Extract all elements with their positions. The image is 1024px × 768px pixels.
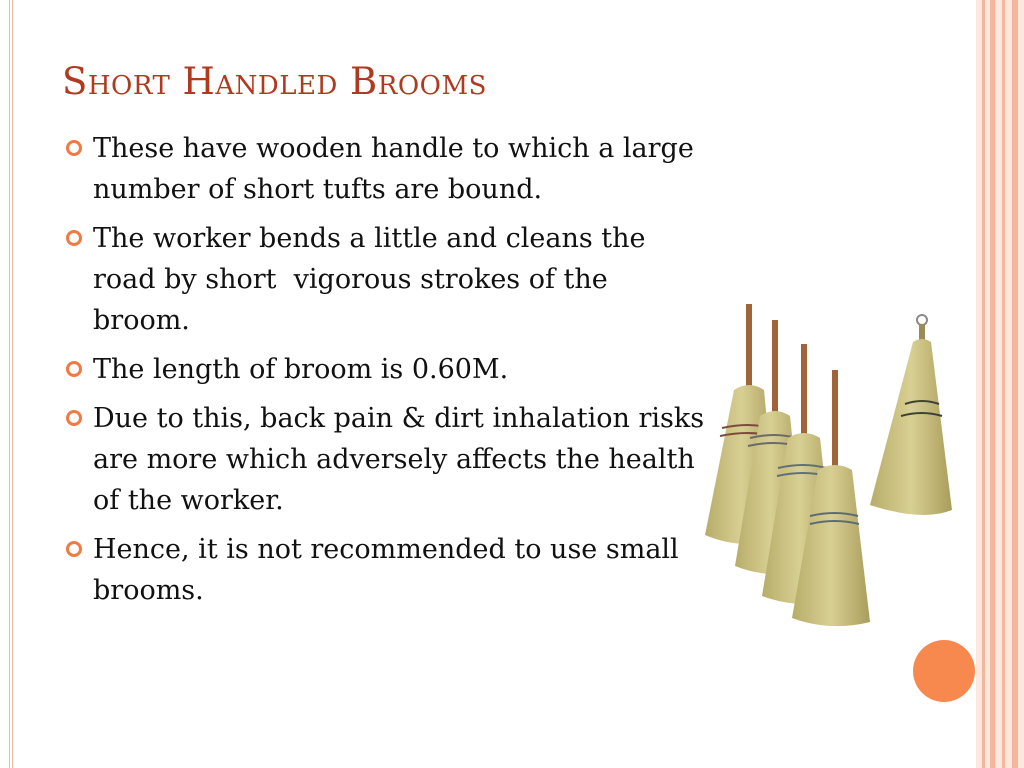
brooms-photo (700, 300, 960, 630)
bullet-list (62, 128, 712, 619)
bullet-text: Due to this, back pain & dirt inhalation risks are more which adversely affects the health of the worker. (93, 403, 705, 516)
bullet-item (62, 398, 712, 521)
bullet-text: The length of broom is 0.60M. (93, 354, 509, 385)
bullet-item (62, 218, 712, 341)
left-frame-border (9, 0, 13, 768)
bullet-text: Hence, it is not recommended to use small brooms. (93, 534, 679, 606)
bullet-text: The worker bends a little and cleans the road by short vigorous strokes of the broom. (93, 223, 655, 336)
bullet-circle-icon (66, 361, 82, 377)
slide-title: Short Handled Brooms (62, 60, 487, 103)
bullet-item (62, 529, 712, 611)
bullet-circle-icon (66, 410, 82, 426)
bullet-circle-icon (66, 230, 82, 246)
broom-right (870, 315, 952, 515)
bullet-item (62, 128, 712, 210)
right-decorative-border (976, 0, 1024, 768)
bullet-circle-icon (66, 140, 82, 156)
bullet-item (62, 349, 712, 390)
bullet-circle-icon (66, 541, 82, 557)
orange-circle-decoration (913, 640, 975, 702)
bullet-text: These have wooden handle to which a large number of short tufts are bound. (93, 133, 694, 205)
